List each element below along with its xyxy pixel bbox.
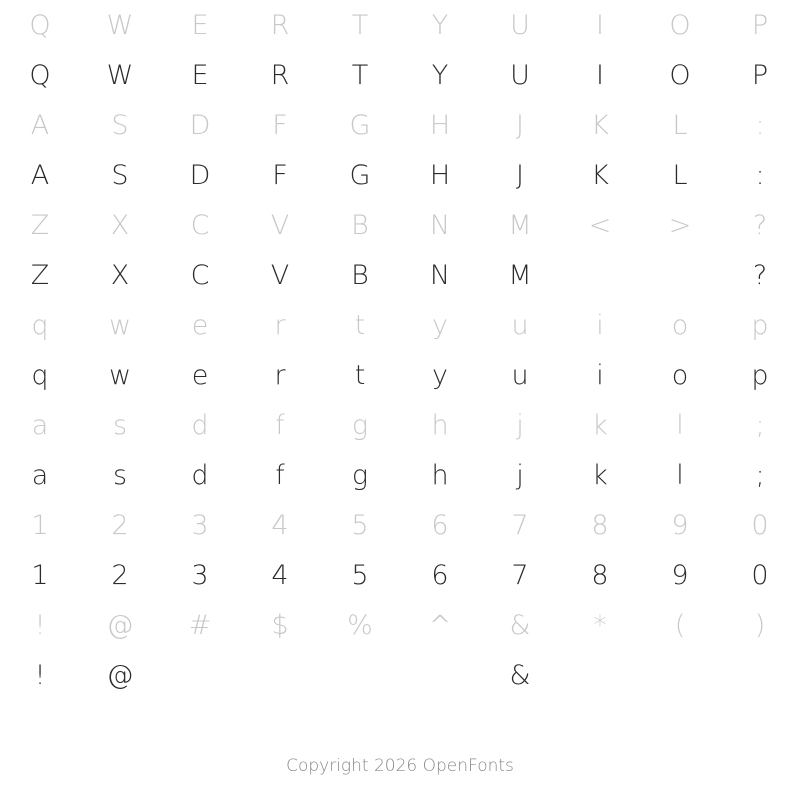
glyph-cell: L xyxy=(672,159,688,191)
glyph-cell: P xyxy=(751,9,769,41)
glyph-cell: Y xyxy=(431,9,449,41)
glyph-cell: ! xyxy=(34,609,46,641)
glyph-cell: N xyxy=(429,209,451,241)
glyph-cell: h xyxy=(431,459,449,491)
glyph-cell: T xyxy=(351,59,369,91)
glyph-cell: s xyxy=(112,459,128,491)
glyph-cell: 2 xyxy=(111,509,129,541)
glyph-cell: N xyxy=(429,259,451,291)
glyph-cell: f xyxy=(275,409,285,441)
glyph-cell: & xyxy=(509,609,531,641)
glyph-cell: l xyxy=(676,459,684,491)
glyph-cell: k xyxy=(592,409,608,441)
glyph-cell: a xyxy=(31,409,49,441)
glyph-cell: K xyxy=(591,109,609,141)
glyph-cell: r xyxy=(274,309,286,341)
glyph-cell: w xyxy=(108,309,132,341)
glyph-cell: R xyxy=(270,9,290,41)
glyph-cell: o xyxy=(671,359,689,391)
glyph-cell: E xyxy=(191,59,209,91)
glyph-cell: o xyxy=(671,309,689,341)
glyph-cell: B xyxy=(351,209,369,241)
glyph-cell: Q xyxy=(29,59,51,91)
glyph-cell: ? xyxy=(752,259,768,291)
glyph-row xyxy=(0,350,800,400)
glyph-cell: O xyxy=(669,59,691,91)
glyph-cell: W xyxy=(106,9,134,41)
glyph-cell: h xyxy=(431,409,449,441)
glyph-cell: D xyxy=(189,159,211,191)
glyph-cell: 5 xyxy=(351,509,369,541)
glyph-cell: & xyxy=(509,659,531,691)
glyph-cell: 0 xyxy=(751,509,769,541)
glyph-cell: p xyxy=(751,309,769,341)
glyph-cell: K xyxy=(591,159,609,191)
glyph-cell: f xyxy=(275,459,285,491)
glyph-cell: q xyxy=(31,309,49,341)
glyph-cell: y xyxy=(432,309,448,341)
glyph-cell: X xyxy=(110,209,130,241)
glyph-cell: 3 xyxy=(191,509,209,541)
glyph-cell: F xyxy=(272,159,288,191)
glyph-row xyxy=(0,500,800,550)
glyph-cell: Z xyxy=(30,259,50,291)
glyph-cell: Y xyxy=(431,59,449,91)
glyph-cell: 9 xyxy=(671,509,689,541)
glyph-cell: 2 xyxy=(111,559,129,591)
glyph-cell: : xyxy=(755,109,765,141)
glyph-cell: W xyxy=(106,59,134,91)
glyph-cell: V xyxy=(270,259,290,291)
copyright-notice: Copyright 2026 OpenFonts xyxy=(286,756,514,776)
glyph-cell: 7 xyxy=(511,509,529,541)
glyph-cell: d xyxy=(191,409,209,441)
glyph-cell: d xyxy=(191,459,209,491)
glyph-cell: 8 xyxy=(591,509,609,541)
glyph-cell: A xyxy=(30,109,50,141)
glyph-cell: 6 xyxy=(431,509,449,541)
glyph-cell: U xyxy=(510,9,530,41)
glyph-cell: w xyxy=(108,359,132,391)
glyph-cell: a xyxy=(31,459,49,491)
glyph-cell: p xyxy=(751,359,769,391)
glyph-cell: 0 xyxy=(751,559,769,591)
glyph-cell: 3 xyxy=(191,559,209,591)
glyph-cell: u xyxy=(511,309,529,341)
glyph-row xyxy=(0,250,800,300)
glyph-row xyxy=(0,0,800,50)
glyph-cell: u xyxy=(511,359,529,391)
glyph-cell: V xyxy=(270,209,290,241)
glyph-cell: 5 xyxy=(351,559,369,591)
glyph-cell: H xyxy=(429,109,451,141)
glyph-cell: 4 xyxy=(271,559,289,591)
glyph-cell: 1 xyxy=(31,559,49,591)
glyph-cell: U xyxy=(510,59,530,91)
glyph-cell: ; xyxy=(755,409,765,441)
glyph-cell: k xyxy=(592,459,608,491)
glyph-cell: S xyxy=(111,159,129,191)
glyph-cell: C xyxy=(190,259,210,291)
glyph-cell: J xyxy=(516,159,524,191)
glyph-cell: 6 xyxy=(431,559,449,591)
glyph-cell: 1 xyxy=(31,509,49,541)
glyph-cell: ) xyxy=(754,609,766,641)
glyph-cell: t xyxy=(354,309,366,341)
glyph-cell: j xyxy=(516,409,524,441)
glyph-cell: # xyxy=(188,609,212,641)
glyph-cell: g xyxy=(351,459,369,491)
glyph-cell: G xyxy=(349,109,371,141)
glyph-cell: Z xyxy=(30,209,50,241)
glyph-row xyxy=(0,550,800,600)
glyph-cell: T xyxy=(351,9,369,41)
glyph-cell: I xyxy=(596,59,604,91)
glyph-cell: e xyxy=(191,309,209,341)
glyph-cell: : xyxy=(755,159,765,191)
glyph-row xyxy=(0,200,800,250)
glyph-row xyxy=(0,650,800,700)
glyph-cell: C xyxy=(190,209,210,241)
glyph-cell: F xyxy=(272,109,288,141)
glyph-cell: J xyxy=(516,109,524,141)
glyph-cell: j xyxy=(516,459,524,491)
glyph-cell: t xyxy=(354,359,366,391)
glyph-cell: ! xyxy=(34,659,46,691)
glyph-cell: A xyxy=(30,159,50,191)
glyph-cell: 8 xyxy=(591,559,609,591)
glyph-cell: ; xyxy=(755,459,765,491)
glyph-cell: G xyxy=(349,159,371,191)
glyph-cell: H xyxy=(429,159,451,191)
glyph-cell: X xyxy=(110,259,130,291)
glyph-cell: L xyxy=(672,109,688,141)
glyph-cell: M xyxy=(508,209,532,241)
glyph-cell: I xyxy=(596,9,604,41)
glyph-cell: 7 xyxy=(511,559,529,591)
glyph-row xyxy=(0,400,800,450)
glyph-cell: O xyxy=(669,9,691,41)
glyph-cell: e xyxy=(191,359,209,391)
glyph-cell: 9 xyxy=(671,559,689,591)
glyph-cell: D xyxy=(189,109,211,141)
glyph-cell: Q xyxy=(29,9,51,41)
glyph-row xyxy=(0,300,800,350)
glyph-row xyxy=(0,450,800,500)
glyph-row xyxy=(0,100,800,150)
glyph-cell: E xyxy=(191,9,209,41)
glyph-cell: r xyxy=(274,359,286,391)
glyph-cell: B xyxy=(351,259,369,291)
glyph-cell: g xyxy=(351,409,369,441)
glyph-cell: ( xyxy=(674,609,686,641)
glyph-cell: @ xyxy=(106,609,134,641)
glyph-cell: l xyxy=(676,409,684,441)
glyph-cell: ? xyxy=(752,209,768,241)
glyph-cell: < xyxy=(588,209,612,241)
glyph-cell: M xyxy=(508,259,532,291)
glyph-row xyxy=(0,600,800,650)
glyph-row xyxy=(0,50,800,100)
glyph-cell: y xyxy=(432,359,448,391)
glyph-cell: 4 xyxy=(271,509,289,541)
glyph-cell: @ xyxy=(106,659,134,691)
glyph-row xyxy=(0,150,800,200)
glyph-cell: > xyxy=(668,209,692,241)
glyph-cell: i xyxy=(596,309,604,341)
glyph-cell: % xyxy=(347,609,373,641)
glyph-cell: ^ xyxy=(428,609,452,641)
glyph-cell: q xyxy=(31,359,49,391)
glyph-cell: R xyxy=(270,59,290,91)
glyph-cell: i xyxy=(596,359,604,391)
glyph-cell: s xyxy=(112,409,128,441)
glyph-cell: S xyxy=(111,109,129,141)
glyph-cell: P xyxy=(751,59,769,91)
glyph-cell: $ xyxy=(271,609,289,641)
glyph-cell: * xyxy=(593,609,607,641)
